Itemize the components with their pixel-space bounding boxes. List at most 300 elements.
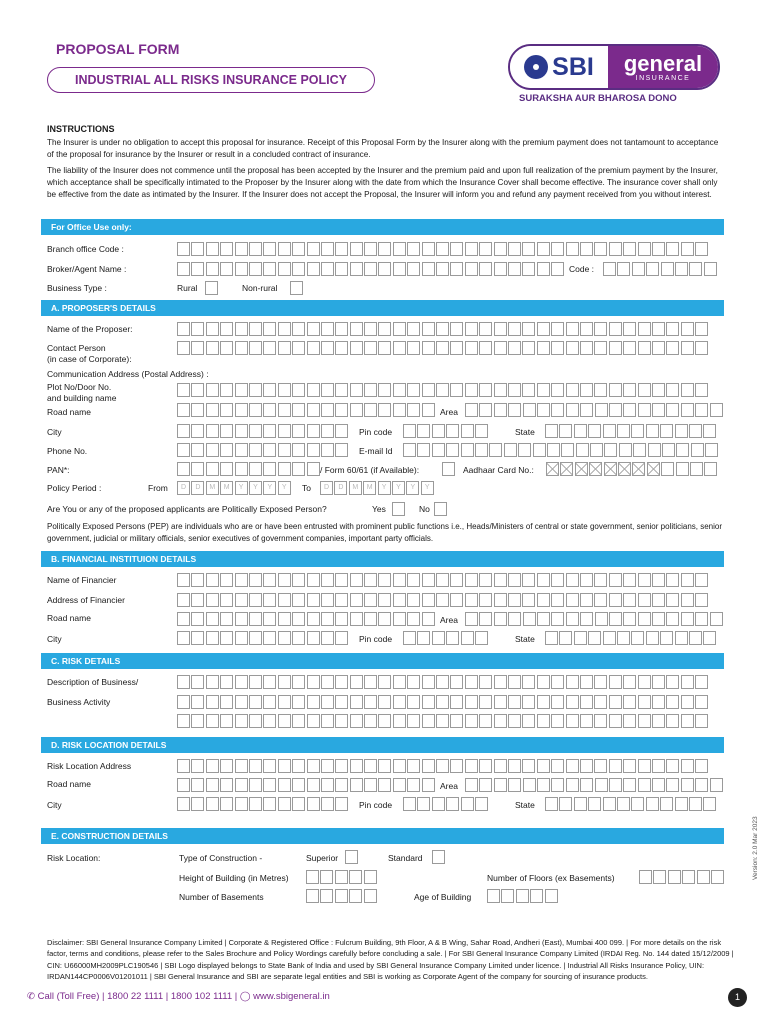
- char-box[interactable]: [220, 424, 233, 438]
- char-box[interactable]: [638, 403, 651, 417]
- char-box[interactable]: [545, 424, 558, 438]
- char-box[interactable]: [177, 462, 190, 476]
- char-box[interactable]: [508, 573, 521, 587]
- char-box[interactable]: [638, 714, 651, 728]
- char-box[interactable]: [588, 631, 601, 645]
- char-box[interactable]: [249, 714, 262, 728]
- char-box[interactable]: [508, 695, 521, 709]
- char-box[interactable]: [292, 631, 305, 645]
- char-box[interactable]: [682, 870, 695, 884]
- char-box[interactable]: [278, 675, 291, 689]
- char-box[interactable]: [335, 262, 348, 276]
- char-box[interactable]: [235, 593, 248, 607]
- char-box[interactable]: [177, 759, 190, 773]
- char-box[interactable]: [422, 714, 435, 728]
- char-box[interactable]: [263, 778, 276, 792]
- char-box[interactable]: [292, 242, 305, 256]
- char-box[interactable]: [594, 695, 607, 709]
- char-box[interactable]: [249, 778, 262, 792]
- char-box[interactable]: [422, 403, 435, 417]
- age-field[interactable]: [487, 889, 559, 903]
- char-box[interactable]: [479, 262, 492, 276]
- char-box[interactable]: [450, 322, 463, 336]
- char-box[interactable]: [393, 403, 406, 417]
- char-box[interactable]: [479, 341, 492, 355]
- financier-city-field[interactable]: [177, 631, 350, 645]
- char-box[interactable]: [306, 870, 319, 884]
- char-box[interactable]: [689, 262, 702, 276]
- date-char-box[interactable]: Y: [249, 481, 262, 495]
- char-box[interactable]: [378, 778, 391, 792]
- char-box[interactable]: [623, 695, 636, 709]
- char-box[interactable]: [522, 675, 535, 689]
- char-box[interactable]: [551, 242, 564, 256]
- char-box[interactable]: [206, 242, 219, 256]
- char-box[interactable]: [249, 631, 262, 645]
- char-box[interactable]: [249, 462, 262, 476]
- char-box[interactable]: [588, 797, 601, 811]
- char-box[interactable]: [321, 675, 334, 689]
- char-box[interactable]: [508, 242, 521, 256]
- date-char-box[interactable]: D: [191, 481, 204, 495]
- char-box[interactable]: [220, 631, 233, 645]
- char-box[interactable]: [292, 695, 305, 709]
- char-box[interactable]: [681, 675, 694, 689]
- char-box[interactable]: [307, 383, 320, 397]
- char-box[interactable]: [263, 383, 276, 397]
- char-box[interactable]: [278, 242, 291, 256]
- char-box[interactable]: [461, 797, 474, 811]
- char-box[interactable]: [566, 242, 579, 256]
- char-box[interactable]: [235, 714, 248, 728]
- char-box[interactable]: [249, 262, 262, 276]
- char-box[interactable]: [704, 462, 717, 476]
- char-box[interactable]: [638, 759, 651, 773]
- char-box[interactable]: [292, 593, 305, 607]
- char-box[interactable]: [566, 341, 579, 355]
- area-field[interactable]: [465, 403, 724, 417]
- char-box[interactable]: [580, 322, 593, 336]
- char-box[interactable]: [638, 778, 651, 792]
- char-box[interactable]: [631, 631, 644, 645]
- pep-no-checkbox[interactable]: [434, 502, 448, 516]
- char-box[interactable]: [537, 242, 550, 256]
- char-box[interactable]: [652, 322, 665, 336]
- char-box[interactable]: [220, 403, 233, 417]
- char-box[interactable]: [566, 714, 579, 728]
- date-char-box[interactable]: Y: [263, 481, 276, 495]
- website-link[interactable]: www.sbigeneral.in: [253, 991, 330, 1002]
- char-box[interactable]: [523, 403, 536, 417]
- char-box[interactable]: [465, 403, 478, 417]
- char-box[interactable]: [292, 403, 305, 417]
- char-box[interactable]: [235, 695, 248, 709]
- char-box[interactable]: [364, 889, 377, 903]
- char-box[interactable]: [442, 462, 455, 476]
- char-box[interactable]: [263, 403, 276, 417]
- char-box[interactable]: [350, 242, 363, 256]
- char-box[interactable]: [661, 462, 674, 476]
- char-box[interactable]: [560, 462, 573, 476]
- char-box[interactable]: [378, 573, 391, 587]
- char-box[interactable]: [666, 322, 679, 336]
- char-box[interactable]: [559, 424, 572, 438]
- city-field[interactable]: [177, 424, 350, 438]
- char-box[interactable]: [392, 502, 405, 516]
- code-field[interactable]: [603, 262, 718, 276]
- char-box[interactable]: [436, 759, 449, 773]
- char-box[interactable]: [436, 675, 449, 689]
- risk-address-field[interactable]: [177, 759, 709, 773]
- form60-checkbox[interactable]: [442, 462, 456, 476]
- char-box[interactable]: [479, 573, 492, 587]
- char-box[interactable]: [191, 797, 204, 811]
- char-box[interactable]: [263, 322, 276, 336]
- char-box[interactable]: [695, 695, 708, 709]
- char-box[interactable]: [479, 695, 492, 709]
- financier-address-field[interactable]: [177, 593, 709, 607]
- char-box[interactable]: [278, 631, 291, 645]
- char-box[interactable]: [638, 612, 651, 626]
- char-box[interactable]: [206, 675, 219, 689]
- char-box[interactable]: [436, 383, 449, 397]
- char-box[interactable]: [695, 383, 708, 397]
- char-box[interactable]: [292, 714, 305, 728]
- char-box[interactable]: [349, 870, 362, 884]
- char-box[interactable]: [461, 631, 474, 645]
- char-box[interactable]: [450, 242, 463, 256]
- char-box[interactable]: [220, 593, 233, 607]
- char-box[interactable]: [393, 778, 406, 792]
- char-box[interactable]: [681, 759, 694, 773]
- char-box[interactable]: [633, 443, 646, 457]
- char-box[interactable]: [595, 403, 608, 417]
- char-box[interactable]: [417, 631, 430, 645]
- char-box[interactable]: [263, 714, 276, 728]
- char-box[interactable]: [177, 714, 190, 728]
- char-box[interactable]: [523, 778, 536, 792]
- char-box[interactable]: [378, 341, 391, 355]
- char-box[interactable]: [617, 424, 630, 438]
- char-box[interactable]: [446, 631, 459, 645]
- char-box[interactable]: [191, 778, 204, 792]
- char-box[interactable]: [703, 797, 716, 811]
- char-box[interactable]: [609, 383, 622, 397]
- char-box[interactable]: [335, 631, 348, 645]
- char-box[interactable]: [191, 383, 204, 397]
- char-box[interactable]: [522, 383, 535, 397]
- char-box[interactable]: [537, 612, 550, 626]
- char-box[interactable]: [321, 797, 334, 811]
- char-box[interactable]: [623, 612, 636, 626]
- char-box[interactable]: [278, 612, 291, 626]
- char-box[interactable]: [604, 443, 617, 457]
- char-box[interactable]: [177, 593, 190, 607]
- char-box[interactable]: [580, 675, 593, 689]
- char-box[interactable]: [205, 281, 218, 295]
- char-box[interactable]: [522, 262, 535, 276]
- char-box[interactable]: [206, 714, 219, 728]
- char-box[interactable]: [705, 443, 718, 457]
- char-box[interactable]: [609, 675, 622, 689]
- char-box[interactable]: [364, 675, 377, 689]
- char-box[interactable]: [220, 443, 233, 457]
- standard-checkbox[interactable]: [432, 850, 446, 864]
- char-box[interactable]: [393, 759, 406, 773]
- char-box[interactable]: [249, 403, 262, 417]
- char-box[interactable]: [432, 850, 445, 864]
- char-box[interactable]: [436, 322, 449, 336]
- char-box[interactable]: [321, 322, 334, 336]
- char-box[interactable]: [320, 889, 333, 903]
- business-desc-field-1[interactable]: [177, 675, 709, 689]
- char-box[interactable]: [508, 383, 521, 397]
- char-box[interactable]: [177, 262, 190, 276]
- char-box[interactable]: [652, 383, 665, 397]
- char-box[interactable]: [710, 612, 723, 626]
- char-box[interactable]: [278, 714, 291, 728]
- char-box[interactable]: [623, 573, 636, 587]
- char-box[interactable]: [177, 573, 190, 587]
- char-box[interactable]: [422, 341, 435, 355]
- char-box[interactable]: [537, 695, 550, 709]
- char-box[interactable]: [537, 403, 550, 417]
- char-box[interactable]: [479, 593, 492, 607]
- char-box[interactable]: [220, 322, 233, 336]
- char-box[interactable]: [378, 322, 391, 336]
- char-box[interactable]: [249, 593, 262, 607]
- char-box[interactable]: [403, 443, 416, 457]
- char-box[interactable]: [307, 573, 320, 587]
- char-box[interactable]: [206, 462, 219, 476]
- char-box[interactable]: [516, 889, 529, 903]
- char-box[interactable]: [522, 341, 535, 355]
- char-box[interactable]: [566, 573, 579, 587]
- char-box[interactable]: [278, 462, 291, 476]
- char-box[interactable]: [249, 341, 262, 355]
- char-box[interactable]: [206, 383, 219, 397]
- char-box[interactable]: [681, 714, 694, 728]
- date-char-box[interactable]: Y: [406, 481, 419, 495]
- char-box[interactable]: [508, 714, 521, 728]
- financier-pincode-field[interactable]: [403, 631, 489, 645]
- char-box[interactable]: [378, 759, 391, 773]
- char-box[interactable]: [508, 778, 521, 792]
- char-box[interactable]: [580, 593, 593, 607]
- char-box[interactable]: [290, 281, 303, 295]
- char-box[interactable]: [479, 714, 492, 728]
- char-box[interactable]: [307, 759, 320, 773]
- char-box[interactable]: [364, 322, 377, 336]
- char-box[interactable]: [220, 262, 233, 276]
- char-box[interactable]: [191, 695, 204, 709]
- char-box[interactable]: [364, 778, 377, 792]
- char-box[interactable]: [422, 573, 435, 587]
- char-box[interactable]: [249, 695, 262, 709]
- char-box[interactable]: [594, 714, 607, 728]
- char-box[interactable]: [350, 341, 363, 355]
- char-box[interactable]: [695, 714, 708, 728]
- from-date-field[interactable]: [177, 481, 292, 495]
- char-box[interactable]: [436, 695, 449, 709]
- char-box[interactable]: [278, 695, 291, 709]
- char-box[interactable]: [206, 573, 219, 587]
- char-box[interactable]: [407, 778, 420, 792]
- char-box[interactable]: [479, 778, 492, 792]
- char-box[interactable]: [220, 462, 233, 476]
- char-box[interactable]: [652, 403, 665, 417]
- char-box[interactable]: [479, 383, 492, 397]
- char-box[interactable]: [422, 262, 435, 276]
- char-box[interactable]: [321, 341, 334, 355]
- char-box[interactable]: [652, 714, 665, 728]
- char-box[interactable]: [393, 612, 406, 626]
- char-box[interactable]: [378, 383, 391, 397]
- char-box[interactable]: [235, 462, 248, 476]
- char-box[interactable]: [675, 262, 688, 276]
- char-box[interactable]: [321, 383, 334, 397]
- char-box[interactable]: [632, 462, 645, 476]
- char-box[interactable]: [623, 778, 636, 792]
- char-box[interactable]: [378, 593, 391, 607]
- char-box[interactable]: [191, 403, 204, 417]
- char-box[interactable]: [489, 443, 502, 457]
- char-box[interactable]: [666, 612, 679, 626]
- char-box[interactable]: [436, 714, 449, 728]
- char-box[interactable]: [508, 675, 521, 689]
- char-box[interactable]: [479, 403, 492, 417]
- char-box[interactable]: [335, 573, 348, 587]
- date-char-box[interactable]: D: [177, 481, 190, 495]
- char-box[interactable]: [551, 778, 564, 792]
- char-box[interactable]: [697, 870, 710, 884]
- char-box[interactable]: [292, 675, 305, 689]
- char-box[interactable]: [278, 573, 291, 587]
- char-box[interactable]: [494, 573, 507, 587]
- char-box[interactable]: [660, 797, 673, 811]
- char-box[interactable]: [465, 714, 478, 728]
- char-box[interactable]: [307, 443, 320, 457]
- risk-state-field[interactable]: [545, 797, 718, 811]
- state-field[interactable]: [545, 424, 718, 438]
- char-box[interactable]: [566, 403, 579, 417]
- char-box[interactable]: [594, 593, 607, 607]
- char-box[interactable]: [292, 462, 305, 476]
- rural-checkbox[interactable]: [205, 281, 219, 295]
- char-box[interactable]: [668, 870, 681, 884]
- char-box[interactable]: [518, 443, 531, 457]
- char-box[interactable]: [292, 612, 305, 626]
- char-box[interactable]: [652, 695, 665, 709]
- char-box[interactable]: [220, 778, 233, 792]
- char-box[interactable]: [263, 631, 276, 645]
- char-box[interactable]: [604, 462, 617, 476]
- char-box[interactable]: [465, 593, 478, 607]
- char-box[interactable]: [278, 424, 291, 438]
- char-box[interactable]: [235, 778, 248, 792]
- char-box[interactable]: [676, 443, 689, 457]
- char-box[interactable]: [545, 889, 558, 903]
- char-box[interactable]: [292, 322, 305, 336]
- char-box[interactable]: [432, 797, 445, 811]
- char-box[interactable]: [407, 573, 420, 587]
- char-box[interactable]: [393, 593, 406, 607]
- char-box[interactable]: [603, 797, 616, 811]
- char-box[interactable]: [522, 714, 535, 728]
- char-box[interactable]: [523, 612, 536, 626]
- char-box[interactable]: [350, 322, 363, 336]
- char-box[interactable]: [292, 759, 305, 773]
- floors-field[interactable]: [639, 870, 725, 884]
- char-box[interactable]: [508, 612, 521, 626]
- char-box[interactable]: [666, 675, 679, 689]
- char-box[interactable]: [704, 262, 717, 276]
- char-box[interactable]: [639, 870, 652, 884]
- char-box[interactable]: [676, 462, 689, 476]
- char-box[interactable]: [711, 870, 724, 884]
- char-box[interactable]: [631, 424, 644, 438]
- char-box[interactable]: [465, 695, 478, 709]
- char-box[interactable]: [235, 759, 248, 773]
- char-box[interactable]: [638, 322, 651, 336]
- char-box[interactable]: [206, 759, 219, 773]
- char-box[interactable]: [465, 262, 478, 276]
- char-box[interactable]: [594, 675, 607, 689]
- char-box[interactable]: [307, 631, 320, 645]
- char-box[interactable]: [691, 443, 704, 457]
- char-box[interactable]: [446, 424, 459, 438]
- char-box[interactable]: [378, 714, 391, 728]
- char-box[interactable]: [465, 778, 478, 792]
- char-box[interactable]: [530, 889, 543, 903]
- char-box[interactable]: [681, 593, 694, 607]
- char-box[interactable]: [551, 593, 564, 607]
- char-box[interactable]: [235, 443, 248, 457]
- char-box[interactable]: [545, 797, 558, 811]
- char-box[interactable]: [537, 714, 550, 728]
- char-box[interactable]: [537, 383, 550, 397]
- char-box[interactable]: [307, 593, 320, 607]
- char-box[interactable]: [566, 759, 579, 773]
- char-box[interactable]: [551, 341, 564, 355]
- char-box[interactable]: [450, 593, 463, 607]
- char-box[interactable]: [465, 383, 478, 397]
- char-box[interactable]: [551, 383, 564, 397]
- char-box[interactable]: [417, 424, 430, 438]
- char-box[interactable]: [638, 593, 651, 607]
- char-box[interactable]: [364, 262, 377, 276]
- char-box[interactable]: [364, 695, 377, 709]
- char-box[interactable]: [432, 631, 445, 645]
- char-box[interactable]: [545, 631, 558, 645]
- char-box[interactable]: [574, 424, 587, 438]
- char-box[interactable]: [263, 695, 276, 709]
- char-box[interactable]: [263, 759, 276, 773]
- char-box[interactable]: [652, 573, 665, 587]
- char-box[interactable]: [681, 242, 694, 256]
- char-box[interactable]: [551, 322, 564, 336]
- char-box[interactable]: [364, 403, 377, 417]
- char-box[interactable]: [206, 424, 219, 438]
- char-box[interactable]: [465, 573, 478, 587]
- char-box[interactable]: [461, 424, 474, 438]
- char-box[interactable]: [378, 675, 391, 689]
- date-char-box[interactable]: M: [206, 481, 219, 495]
- char-box[interactable]: [220, 612, 233, 626]
- date-char-box[interactable]: Y: [392, 481, 405, 495]
- char-box[interactable]: [278, 759, 291, 773]
- char-box[interactable]: [638, 383, 651, 397]
